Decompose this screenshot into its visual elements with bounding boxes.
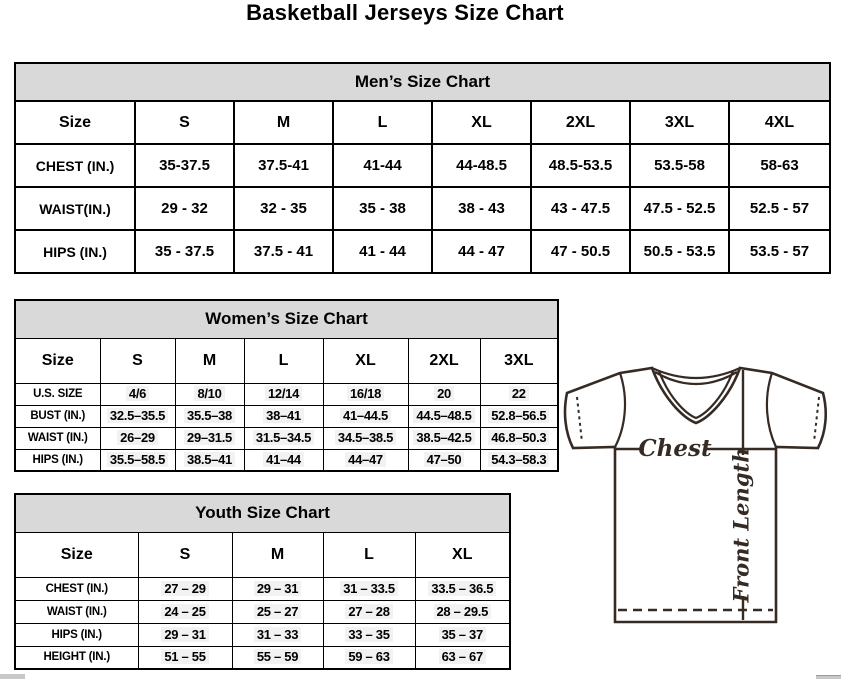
youth-table-row (15, 600, 510, 623)
men-size-col-header: L (333, 101, 432, 144)
row-label: CHEST (IN.) (15, 577, 138, 600)
cell-value: 26–29 (117, 430, 158, 445)
cell-value: 31 – 33.5 (340, 581, 398, 596)
table-cell (531, 230, 630, 273)
cuff-dash-right (814, 397, 819, 442)
table-cell (232, 623, 323, 646)
cell-value: 22 (509, 386, 529, 401)
table-cell (333, 144, 432, 187)
cell-value: 37.5-41 (258, 156, 309, 174)
cell-value: 37.5 - 41 (253, 242, 314, 260)
cell-value: 35 – 37 (439, 627, 486, 642)
table-cell (630, 144, 729, 187)
women-size-col-header: XL (323, 338, 408, 383)
front-length-label: Front Length (728, 447, 754, 603)
table-cell (100, 427, 175, 449)
cell-value: 38 - 43 (458, 199, 505, 217)
table-cell (432, 230, 531, 273)
table-cell (323, 577, 415, 600)
cell-value: 58-63 (760, 156, 799, 174)
table-cell (100, 405, 175, 427)
cutoff-element-fragment-right (816, 675, 841, 679)
cell-value: 8/10 (194, 386, 224, 401)
cell-value: 35-37.5 (159, 156, 210, 174)
table-cell (415, 577, 510, 600)
cuff-dash-left (577, 397, 582, 442)
table-cell (432, 144, 531, 187)
cell-value: 47 - 50.5 (550, 242, 611, 260)
cell-value: 31.5–34.5 (253, 430, 314, 445)
men-size-col-header: 3XL (630, 101, 729, 144)
table-cell (244, 449, 323, 471)
sleeve-seam-left (615, 373, 625, 447)
table-cell (138, 577, 232, 600)
table-cell (729, 230, 830, 273)
jersey-outline (565, 368, 826, 622)
table-cell (432, 187, 531, 230)
table-cell (244, 405, 323, 427)
cell-value: 35 - 38 (359, 199, 406, 217)
table-cell (408, 449, 480, 471)
men-size-corner-header: Size (15, 101, 135, 144)
cell-value: 44-48.5 (456, 156, 507, 174)
women-table-row (15, 427, 558, 449)
youth-size-col-header: XL (415, 532, 510, 577)
cell-value: 41–44 (263, 452, 304, 467)
row-label: HEIGHT (IN.) (15, 646, 138, 669)
chest-label: Chest (638, 435, 712, 462)
cell-value: 52.8–56.5 (488, 408, 549, 423)
cell-value: 51 – 55 (161, 649, 208, 664)
cell-value: 32.5–35.5 (107, 408, 168, 423)
cell-value: 47.5 - 52.5 (643, 199, 716, 217)
row-label: CHEST (IN.) (15, 144, 135, 187)
table-cell (244, 383, 323, 405)
cell-value: 52.5 - 57 (749, 199, 810, 217)
table-cell (415, 623, 510, 646)
table-cell (415, 646, 510, 669)
table-cell (100, 383, 175, 405)
table-cell (333, 230, 432, 273)
women-size-col-header: M (175, 338, 244, 383)
men-table-row (15, 187, 830, 230)
youth-size-chart-table (14, 493, 511, 670)
table-cell (175, 449, 244, 471)
table-cell (138, 623, 232, 646)
table-cell (138, 646, 232, 669)
table-cell (531, 187, 630, 230)
table-cell (729, 144, 830, 187)
sleeve-seam-right (767, 373, 776, 447)
youth-table-row (15, 577, 510, 600)
cell-value: 38–41 (263, 408, 304, 423)
youth-chart-title: Youth Size Chart (15, 494, 510, 532)
cell-value: 29–31.5 (184, 430, 235, 445)
table-cell (234, 187, 333, 230)
table-cell (175, 383, 244, 405)
cutoff-element-fragment-left (0, 674, 25, 679)
cell-value: 44–47 (345, 452, 386, 467)
women-table-row (15, 449, 558, 471)
row-label: HIPS (IN.) (15, 230, 135, 273)
row-label: HIPS (IN.) (15, 623, 138, 646)
youth-size-col-header: M (232, 532, 323, 577)
cell-value: 12/14 (265, 386, 302, 401)
table-cell (234, 230, 333, 273)
table-cell (323, 383, 408, 405)
cell-value: 27 – 28 (345, 604, 392, 619)
cell-value: 46.8–50.3 (488, 430, 549, 445)
men-chart-title: Men’s Size Chart (15, 63, 830, 101)
table-cell (531, 144, 630, 187)
cell-value: 4/6 (126, 386, 149, 401)
cell-value: 32 - 35 (260, 199, 307, 217)
women-size-col-header: S (100, 338, 175, 383)
table-cell (323, 427, 408, 449)
men-size-col-header: S (135, 101, 234, 144)
cell-value: 25 – 27 (254, 604, 301, 619)
row-label: U.S. SIZE (15, 383, 100, 405)
women-size-col-header: 3XL (480, 338, 558, 383)
table-cell (135, 230, 234, 273)
cell-value: 29 – 31 (161, 627, 208, 642)
row-label: WAIST(IN.) (15, 187, 135, 230)
cell-value: 38.5–42.5 (413, 430, 474, 445)
cell-value: 20 (434, 386, 454, 401)
womens-size-chart-table (14, 299, 559, 472)
table-cell (323, 623, 415, 646)
table-cell (244, 427, 323, 449)
table-cell (630, 187, 729, 230)
table-cell (135, 144, 234, 187)
table-cell (323, 405, 408, 427)
table-cell (333, 187, 432, 230)
table-cell (408, 427, 480, 449)
table-cell (323, 646, 415, 669)
table-cell (480, 405, 558, 427)
youth-size-corner-header: Size (15, 532, 138, 577)
cell-value: 35.5–58.5 (107, 452, 168, 467)
women-size-col-header: 2XL (408, 338, 480, 383)
table-cell (323, 449, 408, 471)
table-cell (175, 405, 244, 427)
table-cell (415, 600, 510, 623)
table-cell (234, 144, 333, 187)
table-cell (729, 187, 830, 230)
women-chart-title: Women’s Size Chart (15, 300, 558, 338)
table-cell (135, 187, 234, 230)
table-cell (630, 230, 729, 273)
cell-value: 59 – 63 (345, 649, 392, 664)
cell-value: 34.5–38.5 (335, 430, 396, 445)
cell-value: 55 – 59 (254, 649, 301, 664)
cell-value: 35 - 37.5 (154, 242, 215, 260)
youth-size-col-header: L (323, 532, 415, 577)
row-label: WAIST (IN.) (15, 600, 138, 623)
cell-value: 41 - 44 (359, 242, 406, 260)
women-table-row (15, 405, 558, 427)
mens-size-chart-table (14, 62, 831, 274)
women-size-corner-header: Size (15, 338, 100, 383)
men-size-col-header: 2XL (531, 101, 630, 144)
men-size-col-header: M (234, 101, 333, 144)
women-table-row (15, 383, 558, 405)
cell-value: 33 – 35 (345, 627, 392, 642)
cell-value: 50.5 - 53.5 (643, 242, 716, 260)
cell-value: 28 – 29.5 (434, 604, 492, 619)
men-table-row (15, 144, 830, 187)
cell-value: 54.3–58.3 (488, 452, 549, 467)
cell-value: 43 - 47.5 (550, 199, 611, 217)
jersey-measurement-diagram-icon (555, 360, 843, 665)
cell-value: 41-44 (363, 156, 402, 174)
cell-value: 44 - 47 (458, 242, 505, 260)
table-cell (480, 427, 558, 449)
row-label: WAIST (IN.) (15, 427, 100, 449)
women-size-col-header: L (244, 338, 323, 383)
cell-value: 47–50 (424, 452, 465, 467)
men-size-col-header: XL (432, 101, 531, 144)
cell-value: 31 – 33 (254, 627, 301, 642)
table-cell (175, 427, 244, 449)
cell-value: 27 – 29 (161, 581, 208, 596)
table-cell (232, 600, 323, 623)
cell-value: 53.5-58 (654, 156, 705, 174)
cell-value: 24 – 25 (161, 604, 208, 619)
men-table-row (15, 230, 830, 273)
cell-value: 35.5–38 (184, 408, 235, 423)
cell-value: 29 - 32 (161, 199, 208, 217)
table-cell (480, 383, 558, 405)
youth-table-row (15, 623, 510, 646)
cell-value: 16/18 (347, 386, 384, 401)
table-cell (408, 383, 480, 405)
youth-size-col-header: S (138, 532, 232, 577)
cell-value: 63 – 67 (439, 649, 486, 664)
youth-table-row (15, 646, 510, 669)
table-cell (323, 600, 415, 623)
cell-value: 33.5 – 36.5 (428, 581, 496, 596)
cell-value: 44.5–48.5 (413, 408, 474, 423)
cell-value: 53.5 - 57 (749, 242, 810, 260)
table-cell (100, 449, 175, 471)
table-cell (232, 646, 323, 669)
cell-value: 29 – 31 (254, 581, 301, 596)
men-size-col-header: 4XL (729, 101, 830, 144)
table-cell (138, 600, 232, 623)
cell-value: 41–44.5 (340, 408, 391, 423)
table-cell (408, 405, 480, 427)
table-cell (480, 449, 558, 471)
cell-value: 48.5-53.5 (548, 156, 613, 174)
row-label: BUST (IN.) (15, 405, 100, 427)
cell-value: 38.5–41 (184, 452, 235, 467)
table-cell (232, 577, 323, 600)
row-label: HIPS (IN.) (15, 449, 100, 471)
page-title: Basketball Jerseys Size Chart (246, 0, 564, 25)
